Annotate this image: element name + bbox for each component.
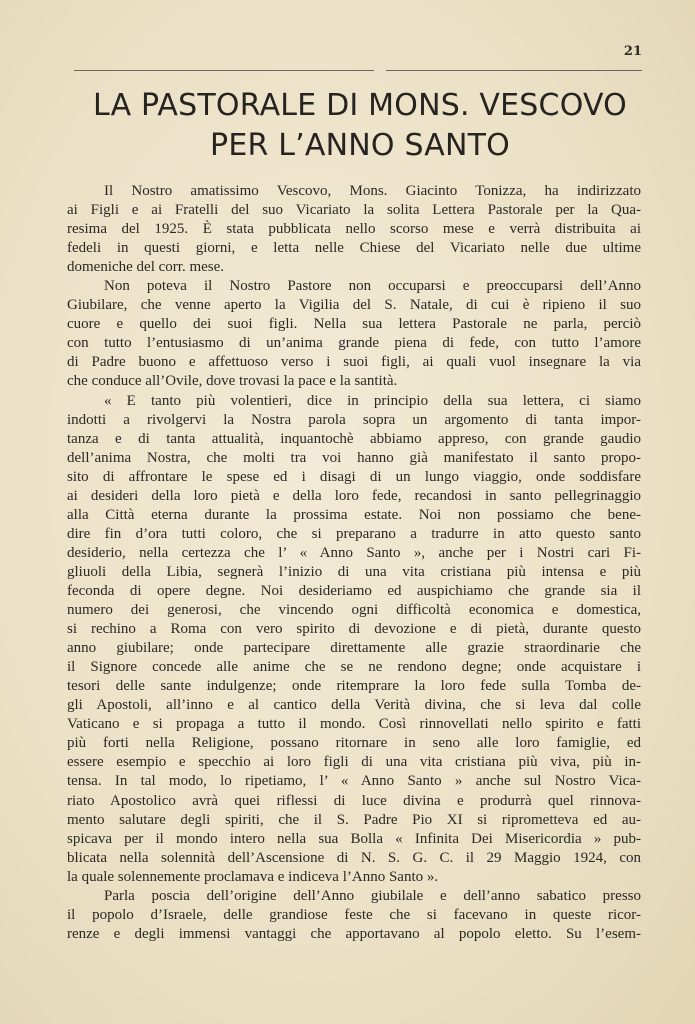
text-line: riato Apostolico avrà quei riflessi di luce divina e produrrà quel rinnova- — [67, 792, 641, 809]
paragraph — [67, 392, 641, 887]
text-line: la quale solennemente proclamava e indiceva l’Anno Santo ». — [67, 868, 439, 885]
paragraph — [67, 887, 641, 944]
text-line: essere esempio e specchio ai loro figli di una vita cristiana più viva, più in- — [67, 754, 641, 771]
text-line: il Signore concede alle anime che se ne rendono degne; onde acquistare i — [67, 659, 641, 676]
text-line: il popolo d’Israele, delle grandiose feste che si facevano in queste ricor- — [67, 906, 641, 923]
page-number: 21 — [623, 44, 642, 59]
article-title — [60, 86, 660, 166]
text-line: tensa. In tal modo, lo ripetiamo, l’ « Anno Santo » anche sul Nostro Vica- — [67, 773, 641, 790]
text-line: desiderio, nella certezza che l’ « Anno Santo », anche per i Nostri cari Fi- — [67, 544, 641, 561]
article-title-line-2: PER L’ANNO SANTO — [210, 128, 510, 163]
text-line: resima del 1925. È stata pubblicata nello scorso mese e verrà distribuita ai — [67, 221, 641, 238]
text-line: gli Apostoli, all’inno e al cantico della Verità divina, che si leva dal colle — [67, 697, 641, 714]
text-line: numero dei generosi, che vincendo ogni difficoltà economica e domestica, — [67, 602, 641, 619]
text-line: feconda di opere degne. Noi desideriamo ed auspichiamo che grande sia il — [67, 582, 641, 599]
text-line: cuore e quello dei suoi figli. Nella sua lettera Pastorale ne parla, perciò — [67, 316, 641, 333]
text-line: Non poteva il Nostro Pastore non occuparsi e preoccuparsi dell’Anno — [104, 278, 641, 295]
text-line: anno giubilare; onde partecipare direttamente alle grazie straordinarie che — [67, 640, 641, 657]
text-line: tesori delle sante indulgenze; onde ritemprare la loro fede sulla Tomba de- — [67, 678, 641, 695]
text-line: mento salutare degli spiriti, che il S. Padre Pio XI si riprometteva ed au- — [67, 811, 641, 828]
text-line: Giubilare, che venne aperto la Vigilia del S. Natale, di cui è ripieno il suo — [67, 297, 641, 314]
text-line: ai desideri della loro pietà e della loro fede, recandosi in santo pellegrinaggio — [67, 487, 641, 504]
article-title-line-1: LA PASTORALE DI MONS. VESCOVO — [93, 88, 627, 123]
text-line: indotti a rivolgervi la Nostra parola sopra un argomento di tanta impor- — [67, 411, 641, 428]
text-line: si rechino a Roma con vero spirito di devozione e di pietà, durante questo — [67, 621, 641, 638]
text-line: di Padre buono e affettuoso verso i suoi figli, ai quali vuol insegnare la via — [67, 354, 641, 371]
text-line: blicata nella solennità dell’Ascensione di N. S. G. C. il 29 Maggio 1924, con — [67, 849, 641, 866]
text-line: alla Città eterna durante la prossima estate. Noi non possiamo che bene- — [67, 506, 641, 523]
text-line: « E tanto più volentieri, dice in principio della sua lettera, ci siamo — [104, 392, 641, 409]
text-line: fedeli in questi giorni, e letta nelle Chiese del Vicariato nelle due ultime — [67, 240, 641, 257]
text-line: renze e degli immensi vantaggi che apportavano al popolo eletto. Su l’esem- — [67, 925, 641, 942]
text-line: gliuoli della Libia, segnerà l’inizio di una vita cristiana più intensa e più — [67, 563, 641, 580]
text-line: che conduce all’Ovile, dove trovasi la pace e la santità. — [67, 373, 398, 390]
paragraph — [67, 182, 641, 277]
paragraph — [67, 277, 641, 391]
text-line: domeniche del corr. mese. — [67, 259, 225, 276]
text-line: più forti nella Religione, possano ritornare in seno alle loro famiglie, ed — [67, 735, 641, 752]
header-rule-left — [74, 70, 374, 71]
text-line: ai Figli e ai Fratelli del suo Vicariato la solita Lettera Pastorale per la Qua- — [67, 202, 641, 219]
article-body — [67, 182, 641, 944]
text-line: Parla poscia dell’origine dell’Anno giubilale e dell’anno sabatico presso — [104, 887, 641, 904]
text-line: tanza e di tanta attualità, inquantochè abbiamo appreso, con grande gaudio — [67, 430, 641, 447]
text-line: sito di affrontare le spese ed i disagi di un lungo viaggio, onde soddisfare — [67, 468, 641, 485]
text-line: Vaticano e si propaga a tutto il mondo. Così rinnovellati nello spirito e fatti — [67, 716, 641, 733]
text-line: spicava per il mondo intero nella sua Bolla « Infinita Dei Misericordia » pub- — [67, 830, 641, 847]
text-line: con tutto l’entusiasmo di un’anima grande piena di fede, con tutto l’amore — [67, 335, 641, 352]
text-line: dire fin d’ora tutti coloro, che si preparano a tradurre in atto questo santo — [67, 525, 641, 542]
header-rule-right — [386, 70, 642, 71]
text-line: Il Nostro amatissimo Vescovo, Mons. Giacinto Tonizza, ha indirizzato — [104, 183, 641, 199]
text-line: dell’anima Nostra, che molti tra voi hanno già manifestato il santo propo- — [67, 449, 641, 466]
